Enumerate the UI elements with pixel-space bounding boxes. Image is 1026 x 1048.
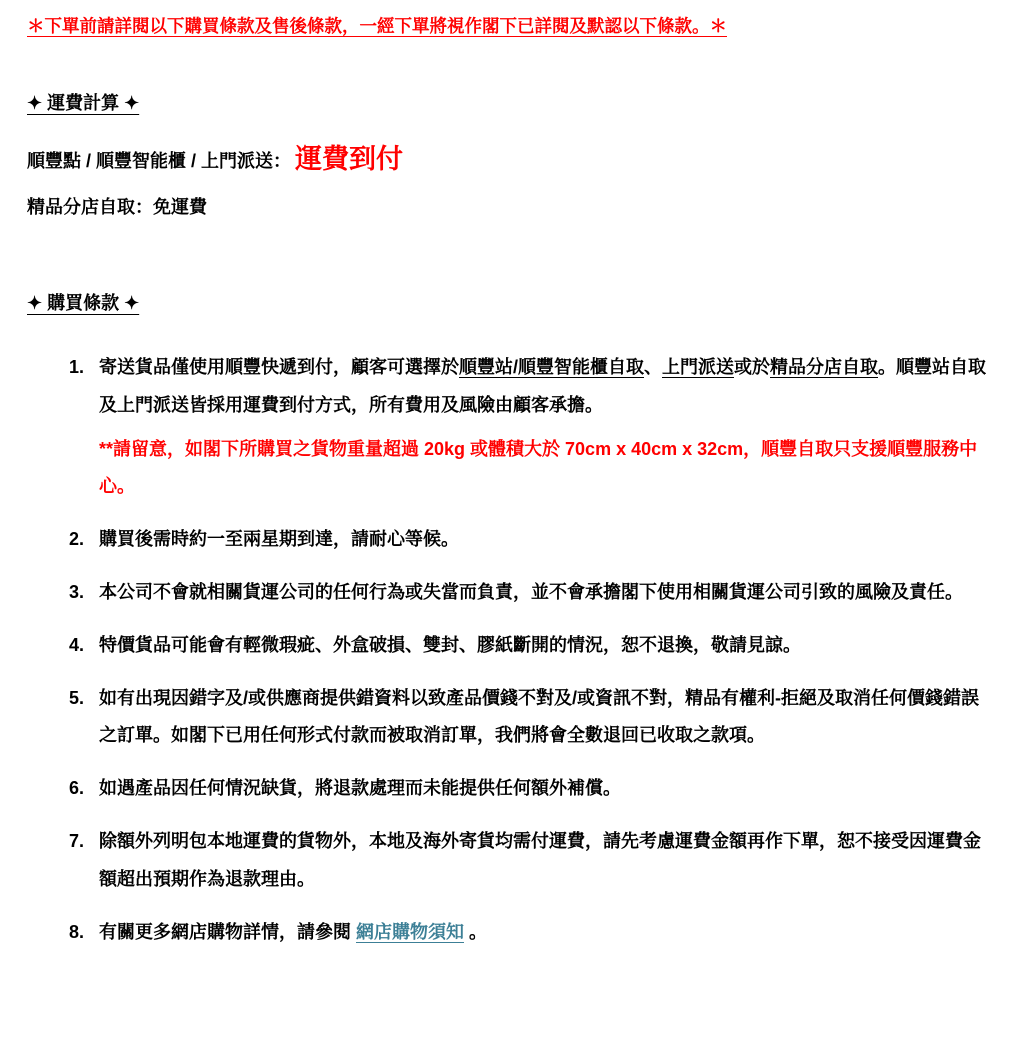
term-1-segment: 。順豐站自取及上門派送皆採用運費到付方式，所有費用及風險由顧客承擔。 [99, 357, 986, 415]
shipping-section-heading: ✦ 運費計算 ✦ [27, 93, 140, 114]
cod-highlight: 運費到付 [295, 144, 404, 175]
term-1-underlined-store-pickup: 精品分店自取 [770, 357, 878, 378]
shipping-methods-line [27, 145, 996, 175]
term-item-4 [89, 627, 996, 665]
term-item-1 [89, 349, 996, 506]
term-1-underlined-pickup-options: 順豐站/順豐智能櫃自取 [459, 357, 644, 378]
term-item-8-text [99, 914, 996, 952]
term-item-5 [89, 680, 996, 756]
term-1-segment: 、 [644, 357, 662, 378]
term-item-4-text: 4. 特價貨品可能會有輕微瑕疵、外盒破損、雙封、膠紙斷開的情況，恕不退換，敬請見諒。 [99, 634, 801, 655]
term-item-2 [89, 521, 996, 559]
shopping-guide-link[interactable]: 網店購物須知 [356, 921, 464, 942]
term-1-segment: 寄送貨品僅使用順豐快遞到付，顧客可選擇於 [99, 357, 459, 378]
terms-list [27, 349, 996, 951]
term-1-segment: 或於 [734, 357, 770, 378]
term-item-3-text: 3. 本公司不會就相關貨運公司的任何行為或失當而負責，並不會承擔閣下使用相關貨運公司引致的風險及責任。 [99, 582, 963, 603]
term-item-7 [89, 823, 996, 899]
term-item-2-text: 2. 購買後需時約一至兩星期到達，請耐心等候。 [99, 529, 459, 550]
term-item-6-text: 6. 如遇產品因任何情況缺貨，將退款處理而未能提供任何額外補償。 [99, 778, 621, 799]
term-item-6 [89, 770, 996, 808]
term-item-7-text: 7. 除額外列明包本地運費的貨物外，本地及海外寄貨均需付運費，請先考慮運費金額再作下單，恕不接受因運費金額超出預期作為退款理由。 [99, 831, 981, 889]
weight-size-warning: **請留意，如閣下所購買之貨物重量超過 20kg 或體積大於 70cm x 40cm x 32cm，順豐自取只支援順豐服務中心。 [99, 438, 978, 497]
term-8-segment: 。 [464, 921, 488, 942]
term-item-3 [89, 574, 996, 612]
terms-section-heading: ✦ 購買條款 ✦ [27, 293, 140, 314]
term-1-underlined-door-delivery: 上門派送 [662, 357, 734, 378]
store-pickup-line: 精品分店自取：免運費 [27, 197, 207, 218]
term-item-8 [89, 914, 996, 952]
shipping-methods-prefix: 順豐點 / 順豐智能櫃 / 上門派送： [27, 151, 292, 172]
term-item-1-text [99, 349, 996, 425]
term-item-5-text: 5. 如有出現因錯字及/或供應商提供錯資料以致產品價錢不對及/或資訊不對，精品有權利-拒絕及取消任何價錢錯誤之訂單。如閣下已用任何形式付款而被取消訂單，我們將會全數退回已收取之款項。 [99, 687, 979, 746]
top-notice: ＊下單前請詳閱以下購買條款及售後條款，一經下單將視作閣下已詳閱及默認以下條款。＊ [27, 16, 727, 36]
term-8-segment: 有關更多網店購物詳情，請參閱 [99, 921, 356, 942]
